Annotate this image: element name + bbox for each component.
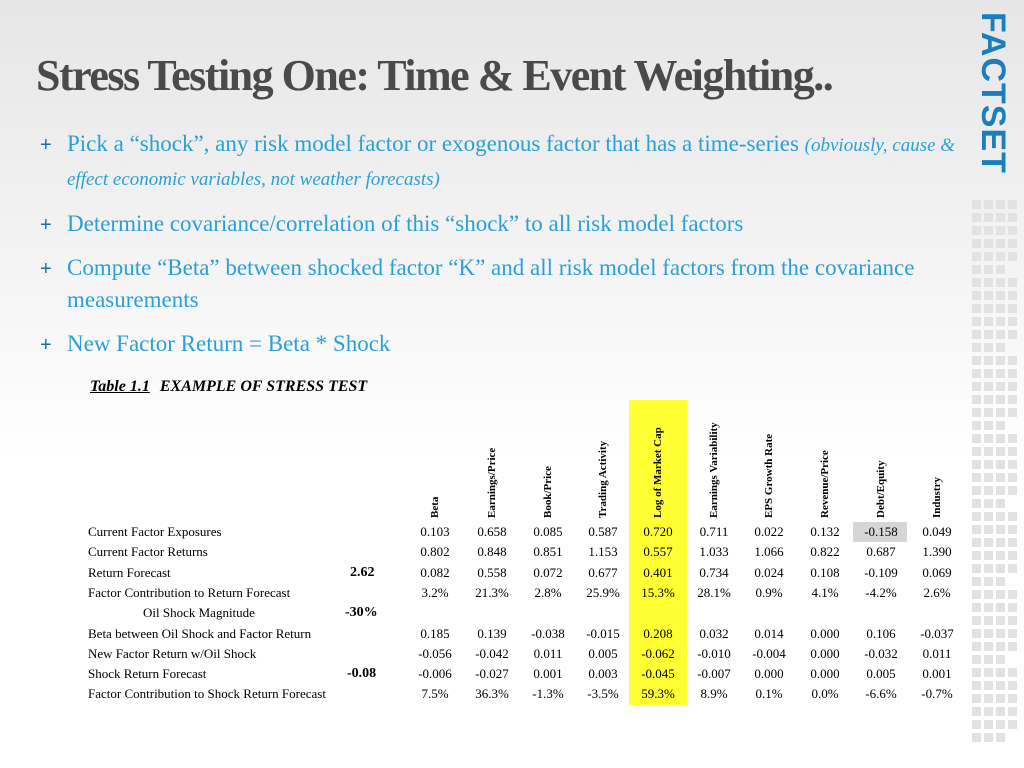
dot (972, 733, 981, 742)
dot (996, 707, 1005, 716)
dot (984, 655, 993, 664)
dot (972, 447, 981, 456)
table-cell: 1.033 (699, 544, 729, 560)
dot (996, 486, 1005, 495)
dot (984, 252, 993, 261)
column-header: Book/Price (542, 466, 554, 518)
dot (972, 590, 981, 599)
table-cell: 1.153 (588, 544, 618, 560)
table-cell: 0.069 (922, 564, 952, 580)
decorative-dot-pattern (972, 200, 1020, 760)
row-label: Factor Contribution to Shock Return Forecast (88, 686, 326, 702)
dot (984, 681, 993, 690)
table-cell: -0.027 (475, 666, 509, 682)
dot (972, 629, 981, 638)
row-summary-value: -30% (345, 605, 378, 621)
table-cell: 25.9% (586, 584, 620, 600)
dot (984, 382, 993, 391)
table-cell: 0.005 (866, 666, 896, 682)
dot (972, 369, 981, 378)
dot (984, 538, 993, 547)
dot (984, 304, 993, 313)
table-cell: 0.677 (588, 564, 618, 580)
table-cell: 28.1% (697, 584, 731, 600)
dot (1008, 538, 1017, 547)
table-cell: 4.1% (811, 584, 839, 600)
dot (1008, 369, 1017, 378)
dot (996, 668, 1005, 677)
dot (984, 694, 993, 703)
dot (984, 395, 993, 404)
table-cell: 0.000 (810, 625, 840, 641)
dot (984, 486, 993, 495)
dot (984, 616, 993, 625)
dot (996, 473, 1005, 482)
dot (996, 421, 1005, 430)
table-cell: 36.3% (475, 686, 509, 702)
dot (972, 473, 981, 482)
dot (972, 512, 981, 521)
row-label: New Factor Return w/Oil Shock (88, 645, 257, 661)
column-header: EPS Growth Rate (763, 433, 775, 518)
dot (1008, 252, 1017, 261)
dot (1008, 525, 1017, 534)
dot (996, 655, 1005, 664)
dot (1008, 226, 1017, 235)
dot (984, 707, 993, 716)
dot (984, 733, 993, 742)
table-cell: -0.109 (864, 564, 898, 580)
column-header: Earnings Variability (708, 422, 720, 518)
column-header: Revenue/Price (819, 450, 831, 518)
table-cell: 0.032 (699, 625, 729, 641)
column-header: Debt/Equity (875, 460, 887, 518)
dot (996, 525, 1005, 534)
dot (996, 317, 1005, 326)
dot (1008, 200, 1017, 209)
dot (996, 213, 1005, 222)
table-cell: 0.103 (420, 524, 450, 539)
table-cell: 0.011 (922, 645, 952, 661)
dot (1008, 356, 1017, 365)
dot (996, 395, 1005, 404)
dot (1008, 642, 1017, 651)
table-cell: 0.208 (643, 625, 673, 641)
dot (972, 694, 981, 703)
dot (972, 499, 981, 508)
table-cell: -0.7% (921, 686, 953, 702)
dot (996, 603, 1005, 612)
dot (1008, 564, 1017, 573)
table-cell: 0.022 (754, 524, 784, 539)
dot (984, 668, 993, 677)
table-cell: 0.711 (699, 524, 729, 539)
dot (996, 304, 1005, 313)
dot (984, 499, 993, 508)
table-cell: -0.038 (531, 625, 565, 641)
table-caption-title: EXAMPLE OF STRESS TEST (159, 378, 368, 395)
dot (1008, 486, 1017, 495)
table-cell: 0.185 (420, 625, 450, 641)
table-cell: -3.5% (587, 686, 619, 702)
dot (984, 525, 993, 534)
table-cell: 0.401 (643, 564, 673, 580)
table-cell: 0.687 (866, 544, 896, 560)
row-label: Return Forecast (88, 564, 171, 580)
dot (972, 603, 981, 612)
dot (972, 421, 981, 430)
table-cell: 0.003 (588, 666, 618, 682)
dot (996, 629, 1005, 638)
table-cell: 0.049 (922, 524, 952, 539)
dot (972, 681, 981, 690)
table-cell: -0.004 (752, 645, 786, 661)
dot (996, 681, 1005, 690)
column-header: Beta (429, 496, 441, 518)
table-cell: 0.108 (810, 564, 840, 580)
dot (972, 408, 981, 417)
dot (972, 317, 981, 326)
dot (996, 642, 1005, 651)
table-cell: -0.056 (418, 645, 452, 661)
table-cell: 2.8% (534, 584, 562, 600)
table-cell: -0.010 (697, 645, 731, 661)
dot (1008, 382, 1017, 391)
bullet-list (40, 128, 960, 372)
table-cell: 21.3% (475, 584, 509, 600)
bullet-item: + New Factor Return = Beta * Shock (40, 328, 960, 360)
dot (984, 629, 993, 638)
dot (972, 707, 981, 716)
dot (996, 538, 1005, 547)
table-cell: 2.6% (923, 584, 951, 600)
row-summary-value: -0.08 (347, 666, 377, 682)
table-cell: 0.005 (588, 645, 618, 661)
dot (996, 382, 1005, 391)
dot (996, 343, 1005, 352)
dot (996, 239, 1005, 248)
table-cell: 0.072 (533, 564, 563, 580)
dot (996, 616, 1005, 625)
row-summary-value: 2.62 (350, 564, 375, 580)
dot (984, 590, 993, 599)
dot (996, 564, 1005, 573)
dot (996, 590, 1005, 599)
dot (984, 551, 993, 560)
table-cell: -0.158 (864, 524, 898, 539)
table-cell: 0.000 (754, 666, 784, 682)
dot (972, 525, 981, 534)
dot (1008, 213, 1017, 222)
dot (996, 330, 1005, 339)
plus-icon: + (40, 134, 52, 156)
dot (1008, 720, 1017, 729)
table-cell: -6.6% (865, 686, 897, 702)
dot (972, 226, 981, 235)
dot (984, 473, 993, 482)
dot (972, 668, 981, 677)
dot (972, 395, 981, 404)
table-cell: 0.851 (533, 544, 563, 560)
dot (1008, 278, 1017, 287)
dot (1008, 330, 1017, 339)
row-label: Current Factor Returns (88, 544, 208, 560)
table-cell: -0.037 (920, 625, 954, 641)
table-cell: 1.066 (754, 544, 784, 560)
dot (996, 733, 1005, 742)
dot (972, 213, 981, 222)
dot (984, 642, 993, 651)
table-cell: 0.082 (420, 564, 450, 580)
bullet-item: + Pick a “shock”, any risk model factor or exogenous factor that has a time-series (obviously, cause & effect economic variables, not weather forecasts) (40, 131, 956, 190)
dot (996, 369, 1005, 378)
table-cell: 0.0% (811, 686, 839, 702)
dot (984, 239, 993, 248)
dot (984, 408, 993, 417)
dot (1008, 447, 1017, 456)
dot (972, 564, 981, 573)
table-cell: 8.9% (700, 686, 728, 702)
table-cell: 7.5% (421, 686, 449, 702)
table-cell: 0.802 (420, 544, 450, 560)
slide-title: Stress Testing One: Time & Event Weighting.. (36, 51, 833, 100)
row-label: Factor Contribution to Return Forecast (88, 584, 291, 600)
dot (1008, 629, 1017, 638)
dot (984, 343, 993, 352)
dot (996, 512, 1005, 521)
dot (996, 551, 1005, 560)
dot (972, 577, 981, 586)
table-cell: 0.000 (810, 666, 840, 682)
table-cell: -0.032 (864, 645, 898, 661)
table-cell: 0.587 (588, 524, 618, 539)
table-cell: 0.011 (533, 645, 563, 661)
table-cell: 0.734 (699, 564, 729, 580)
dot (984, 278, 993, 287)
table-cell: -0.042 (475, 645, 509, 661)
dot (996, 291, 1005, 300)
dot (1008, 603, 1017, 612)
table-cell: 0.132 (810, 524, 840, 539)
dot (996, 356, 1005, 365)
dot (984, 603, 993, 612)
table-cell: 15.3% (641, 584, 675, 600)
dot (1008, 694, 1017, 703)
dot (984, 369, 993, 378)
dot (972, 551, 981, 560)
row-label: Current Factor Exposures (88, 524, 222, 539)
dot (972, 252, 981, 261)
table-cell: 0.557 (643, 544, 673, 560)
dot (984, 265, 993, 274)
dot (996, 265, 1005, 274)
dot (1008, 434, 1017, 443)
table-cell: 0.822 (810, 544, 840, 560)
dot (984, 447, 993, 456)
table-cell: -0.045 (641, 666, 675, 682)
dot (972, 382, 981, 391)
dot (996, 252, 1005, 261)
dot (972, 642, 981, 651)
dot (984, 564, 993, 573)
table-cell: -0.007 (697, 666, 731, 682)
table-caption (90, 378, 367, 396)
table-cell: 0.1% (755, 686, 783, 702)
dot (1008, 473, 1017, 482)
table-cell: -0.006 (418, 666, 452, 682)
plus-icon: + (40, 214, 52, 236)
dot (972, 265, 981, 274)
dot (972, 200, 981, 209)
dot (1008, 460, 1017, 469)
dot (972, 460, 981, 469)
dot (1008, 408, 1017, 417)
factset-logo: FACTSET (974, 12, 1012, 174)
table-cell: 0.106 (866, 625, 896, 641)
table-cell: 0.558 (477, 564, 507, 580)
dot (984, 460, 993, 469)
dot (984, 577, 993, 586)
dot (996, 200, 1005, 209)
table-cell: 0.085 (533, 524, 563, 539)
dot (1008, 291, 1017, 300)
dot (1008, 707, 1017, 716)
dot (1008, 512, 1017, 521)
dot (972, 278, 981, 287)
dot (972, 330, 981, 339)
row-label: Shock Return Forecast (88, 666, 207, 682)
dot (972, 538, 981, 547)
dot (996, 447, 1005, 456)
dot (996, 278, 1005, 287)
dot (1008, 239, 1017, 248)
table-cell: 59.3% (641, 686, 675, 702)
table-cell: -1.3% (532, 686, 564, 702)
table-cell: -0.062 (641, 645, 675, 661)
dot (972, 291, 981, 300)
table-cell: -4.2% (865, 584, 897, 600)
dot (984, 317, 993, 326)
dot (972, 720, 981, 729)
dot (996, 460, 1005, 469)
dot (1008, 681, 1017, 690)
dot (1008, 668, 1017, 677)
dot (972, 343, 981, 352)
dot (996, 226, 1005, 235)
table-cell: 3.2% (421, 584, 449, 600)
column-header: Trading Activity (597, 440, 609, 518)
dot (996, 694, 1005, 703)
table-cell: 1.390 (922, 544, 952, 560)
dot (984, 200, 993, 209)
dot (972, 434, 981, 443)
row-label: Beta between Oil Shock and Factor Return (88, 625, 312, 641)
table-cell: 0.001 (533, 666, 563, 682)
dot (996, 577, 1005, 586)
dot (984, 226, 993, 235)
dot (1008, 616, 1017, 625)
dot (984, 512, 993, 521)
table-cell: 0.658 (477, 524, 507, 539)
dot (984, 434, 993, 443)
table-cell: 0.139 (477, 625, 507, 641)
table-caption-id: Table 1.1 (90, 378, 150, 395)
column-header: Earnings/Price (486, 447, 498, 518)
dot (972, 356, 981, 365)
dot (996, 408, 1005, 417)
plus-icon: + (40, 334, 52, 356)
bullet-item: + Compute “Beta” between shocked factor “K” and all risk model factors from the covariance measurements (40, 255, 915, 312)
dot (996, 720, 1005, 729)
dot (984, 330, 993, 339)
dot (972, 304, 981, 313)
dot (1008, 317, 1017, 326)
table-cell: 0.848 (477, 544, 507, 560)
table-cell: 0.001 (922, 666, 952, 682)
dot (984, 291, 993, 300)
dot (996, 499, 1005, 508)
dot (972, 239, 981, 248)
table-cell: 0.000 (810, 645, 840, 661)
table-cell: 0.014 (754, 625, 784, 641)
plus-icon: + (40, 258, 52, 280)
table-cell: 0.024 (754, 564, 784, 580)
dot (984, 421, 993, 430)
dot (984, 213, 993, 222)
bullet-item: + Determine covariance/correlation of this “shock” to all risk model factors (40, 208, 960, 240)
dot (1008, 304, 1017, 313)
dot (984, 720, 993, 729)
dot (972, 616, 981, 625)
table-cell: 0.720 (643, 524, 673, 539)
dot (972, 655, 981, 664)
table-cell: 0.9% (755, 584, 783, 600)
dot (972, 486, 981, 495)
dot (1008, 551, 1017, 560)
dot (1008, 590, 1017, 599)
dot (984, 356, 993, 365)
row-label: Oil Shock Magnitude (143, 605, 255, 621)
column-header: Log of Market Cap (652, 427, 664, 518)
column-header: Industry (931, 477, 943, 518)
dot (1008, 395, 1017, 404)
table-cell: -0.015 (586, 625, 620, 641)
dot (996, 434, 1005, 443)
